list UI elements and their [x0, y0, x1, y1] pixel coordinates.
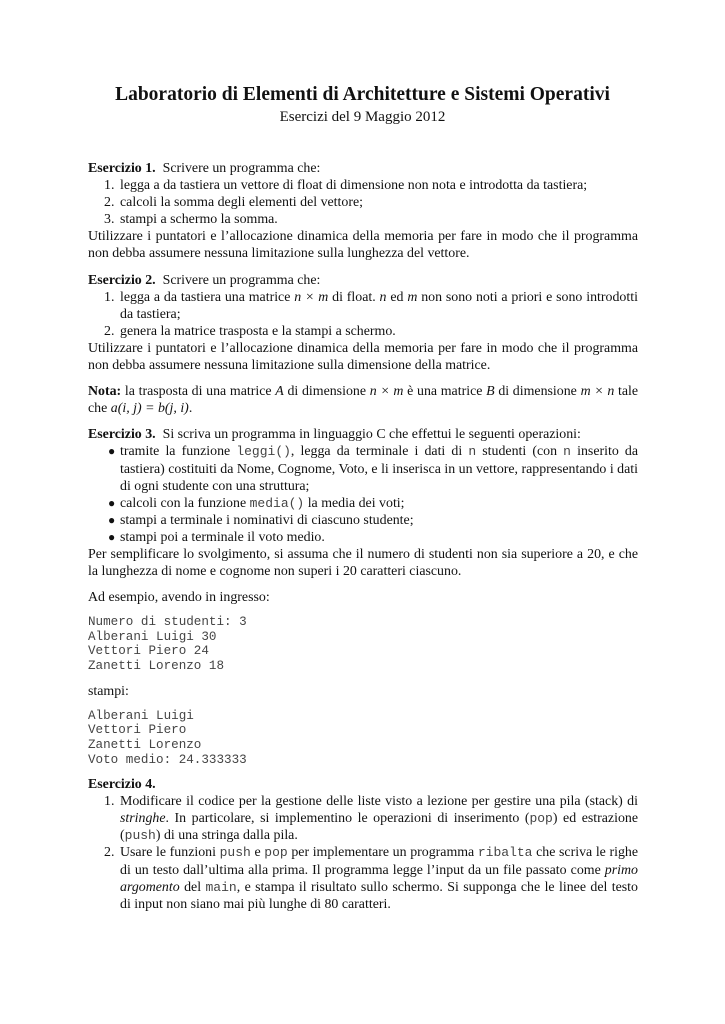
italic-stringhe: stringhe [120, 811, 166, 827]
exercise-1-item-3: 3. stampi a schermo la somma. [104, 212, 278, 228]
text: è una matrice [407, 384, 483, 400]
exercise-3-bullet-2 [88, 495, 638, 512]
text: stampi a terminale i nominativi di ciascuno studente; [120, 512, 414, 528]
text: e [254, 845, 261, 861]
math-m: m [407, 289, 418, 305]
exercise-2-intro: Scrivere un programma che: [162, 272, 321, 288]
math-n-times-m: n × m [294, 289, 329, 305]
output-intro: stampi: [88, 683, 129, 699]
input-line: Alberani Luigi 30 [88, 629, 217, 644]
output-line: Voto medio: 24.333333 [88, 752, 247, 767]
text: legga a da tastiera una matrice [120, 289, 291, 305]
code-n: n [563, 444, 571, 460]
text: , legga da terminale i dati di [290, 444, 463, 460]
code-media: media() [249, 495, 305, 511]
code-ribalta: ribalta [477, 845, 533, 861]
exercise-1-item-3-text: stampi a schermo la somma. [120, 212, 278, 228]
example-intro: Ad esempio, avendo in ingresso: [88, 590, 270, 606]
bullet-icon: ● [108, 512, 116, 527]
exercise-2-item-1: 1. legga a da tastiera una matrice n × m di float. n ed m non sono noti a priori e sono introdotti da tastiera; [104, 289, 638, 322]
exercise-1 [88, 160, 638, 263]
exercise-1-note: Utilizzare i puntatori e l’allocazione dinamica della memoria per fare in modo che il programma non debba assumere nessuna limitazione sulla lunghezza del vettore. [88, 229, 638, 262]
exercise-1-item-1-text: legga a da tastiera un vettore di float di dimensione non nota e introdotta da tastiera; [120, 178, 588, 194]
input-line: Vettori Piero 24 [88, 644, 209, 659]
text: la trasposta di una matrice [124, 384, 272, 400]
page-subtitle: Esercizi del 9 Maggio 2012 [279, 109, 446, 125]
note-label: Nota: [88, 384, 122, 400]
math-B: B [486, 384, 495, 400]
transpose-note [88, 383, 638, 417]
exercise-3-label: Esercizio 3. [88, 427, 156, 443]
text: stampi poi a terminale il voto medio. [120, 529, 325, 545]
exercise-1-label: Esercizio 1. [88, 161, 156, 176]
text: non sono noti a priori e sono introdotti da tastiera; [120, 289, 638, 322]
exercise-3-bullet-4 [88, 529, 638, 546]
output-line: Vettori Piero [88, 723, 187, 738]
text: che scriva le righe di un testo dall’ultima alla prima. Il programma legge l’input da un file passato come [120, 845, 639, 878]
exercise-2-note: Utilizzare i puntatori e l’allocazione dinamica della memoria per fare in modo che il programma non debba assumere nessuna limitazione sulla dimensione della matrice. [88, 340, 638, 374]
text: di dimensione [498, 384, 577, 400]
text: genera la matrice trasposta e la stampi a schermo. [120, 323, 396, 339]
text: ) di una stringa dalla pila. [155, 828, 298, 844]
document-body [88, 160, 638, 913]
exercise-1-item-2-text: calcoli la somma degli elementi del vettore; [120, 195, 363, 211]
example-output [88, 709, 638, 767]
bullet-icon: ● [108, 495, 116, 510]
text: di dimensione [287, 384, 367, 400]
math-A: A [275, 384, 284, 400]
exercise-1-item-1: 1. legga a da tastiera un vettore di float di dimensione non nota e introdotta da tastiera; [104, 178, 588, 194]
code-leggi: leggi() [236, 444, 291, 460]
example-input [88, 615, 638, 673]
math-equation: a(i, j) = b(j, i) [110, 401, 189, 417]
code-push: push [124, 828, 156, 844]
text: per implementare un programma [291, 845, 475, 861]
exercise-4-label: Esercizio 4. [88, 777, 156, 793]
code-n: n [468, 444, 477, 460]
output-line: Zanetti Lorenzo [88, 737, 202, 752]
exercise-3-bullet-3 [88, 512, 638, 529]
code-main: main [205, 879, 237, 895]
exercise-2-label: Esercizio 2. [88, 272, 156, 288]
input-line: Zanetti Lorenzo 18 [88, 659, 225, 674]
exercise-3-note: Per semplificare lo svolgimento, si assuma che il numero di studenti non sia superiore a 20, e che la lunghezza di nome e cognome non superi i 20 caratteri ciascuno. [88, 546, 638, 580]
text: la media dei voti; [307, 495, 405, 511]
page-title: Laboratorio di Elementi di Architetture e Sistemi Operativi [115, 84, 610, 105]
exercise-2 [88, 272, 638, 375]
output-line: Alberani Luigi [88, 708, 194, 723]
text: , e stampa il risultato sullo schermo. Si supponga che le linee del testo di input non siano mai più lunghe di 80 caratteri. [120, 879, 638, 912]
text: tale che [88, 384, 639, 417]
text: tramite la funzione [120, 444, 231, 460]
input-line: Numero di studenti: 3 [88, 615, 247, 630]
bullet-icon: ● [108, 444, 116, 459]
exercise-3-bullet-1 [88, 443, 638, 494]
math-n: n [379, 289, 387, 305]
exercise-4 [88, 776, 638, 913]
code-pop: pop [529, 811, 553, 827]
code-push: push [219, 845, 251, 861]
text: . [188, 401, 193, 417]
math-n-times-m: n × m [369, 384, 404, 400]
text: di float. [332, 289, 376, 305]
exercise-3-intro: Si scriva un programma in linguaggio C che effettui le seguenti operazioni: [162, 427, 581, 443]
exercise-2-item-2: 2. genera la matrice trasposta e la stampi a schermo. [104, 323, 396, 339]
text: ed [390, 289, 404, 305]
text: . In particolare, si implementino le operazioni di inserimento ( [165, 811, 530, 827]
exercise-4-item-2: 2. Usare le funzioni push e pop per implementare un programma ribalta che scriva le righe di un testo dall’ultima alla prima. Il programma legge l’input da un file passato come primo argomento del main, e stampa il risultato sullo schermo. Si supponga che le linee del testo di input non siano mai più lunghe di 80 caratteri. [104, 845, 639, 912]
text: calcoli con la funzione [120, 495, 247, 511]
text: studenti (con [482, 444, 558, 460]
code-pop: pop [264, 845, 288, 861]
math-m-times-n: m × n [580, 384, 615, 400]
bullet-icon: ● [108, 529, 116, 544]
text: ) ed estrazione ( [120, 811, 638, 844]
text: Modificare il codice per la gestione delle liste visto a lezione per gestire una pila (stack) di [120, 794, 638, 810]
text: inserito da tastiera) costituiti da Nome, Cognome, Voto, e li inserisca in un vettore, rappresentando i dati di ogni studente con una struttura; [120, 444, 638, 494]
italic-primo-argomento: primo argomento [120, 862, 638, 895]
text: del [184, 879, 202, 895]
exercise-1-item-2: 2. calcoli la somma degli elementi del vettore; [104, 195, 363, 211]
exercise-4-item-1: 1. Modificare il codice per la gestione delle liste visto a lezione per gestire una pila (stack) di stringhe. In particolare, si implementino le operazioni di inserimento (pop) ed estrazione (push) di una stringa dalla pila. [104, 794, 638, 844]
exercise-3 [88, 426, 638, 767]
text: Usare le funzioni [120, 845, 216, 861]
exercise-1-intro: Scrivere un programma che: [162, 161, 321, 176]
